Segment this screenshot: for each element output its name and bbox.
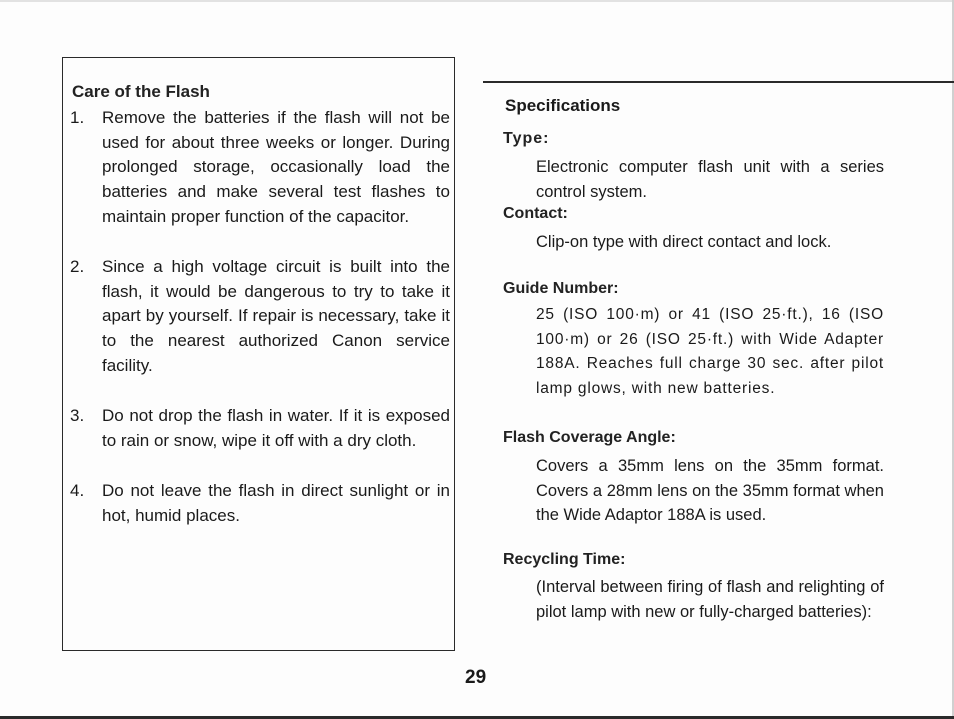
care-item-2	[70, 255, 450, 379]
page-number: 29	[465, 667, 487, 688]
care-item-number: 4.	[70, 481, 85, 500]
care-item-1	[70, 106, 450, 230]
spec-text-guide-number: 25 (ISO 100·m) or 41 (ISO 25·ft.), 16 (ISO 100·m) or 26 (ISO 25·ft.) with Wide Adapter 188A. Reaches full charge 30 sec. after pilot lamp glows, with new batteries.	[536, 306, 884, 397]
care-section-title: Care of the Flash	[72, 82, 210, 101]
care-item-3	[70, 404, 450, 453]
spec-label-coverage-angle: Flash Coverage Angle:	[503, 429, 676, 446]
care-item-text: Do not leave the flash in direct sunlight or in hot, humid places.	[102, 481, 450, 525]
spec-text-coverage-angle: Covers a 35mm lens on the 35mm format. Covers a 28mm lens on the 35mm format when the Wide Adaptor 188A is used.	[536, 457, 884, 524]
care-item-number: 2.	[70, 257, 85, 276]
care-item-number: 3.	[70, 406, 85, 425]
specifications-rule	[483, 81, 954, 83]
spec-text-contact: Clip-on type with direct contact and lock.	[536, 233, 832, 251]
spec-label-recycling-time: Recycling Time:	[503, 551, 626, 568]
care-item-text: Do not drop the flash in water. If it is exposed to rain or snow, wipe it off with a dry cloth.	[102, 406, 450, 450]
spec-text-type: Electronic computer flash unit with a series control system.	[536, 158, 884, 201]
care-item-text: Remove the batteries if the flash will not be used for about three weeks or longer. During prolonged storage, occasionally load the batteries and make several test flashes to maintain proper function of the capacitor.	[102, 108, 450, 226]
specifications-title: Specifications	[505, 96, 621, 115]
spec-text-recycling-time: (Interval between firing of flash and relighting of pilot lamp with new or fully-charged batteries):	[536, 578, 884, 621]
spec-label-type: Type:	[503, 130, 550, 147]
care-item-text: Since a high voltage circuit is built into the flash, it would be dangerous to try to take it apart by yourself. If repair is necessary, take it to the nearest authorized Canon service facility.	[102, 257, 450, 375]
care-item-4	[70, 479, 450, 528]
spec-label-contact: Contact:	[503, 205, 568, 222]
spec-label-guide-number: Guide Number:	[503, 280, 619, 297]
scan-edge-top	[0, 0, 954, 2]
care-item-number: 1.	[70, 108, 85, 127]
